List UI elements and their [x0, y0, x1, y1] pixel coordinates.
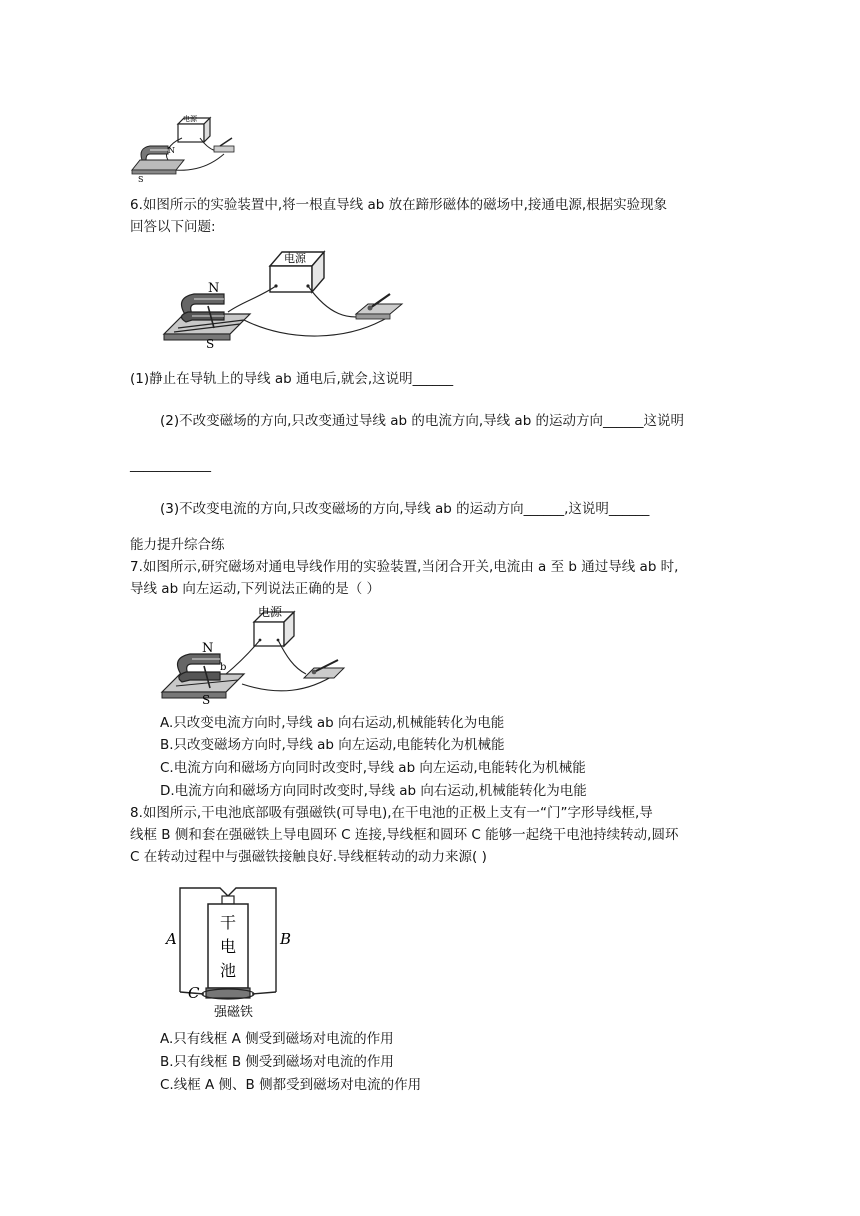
q6-part2: (2)不改变磁场的方向,只改变通过导线 ab 的电流方向,导线 ab 的运动方向______这说明 [160, 413, 685, 429]
q8-stem-line2: 线框 B 侧和套在强磁铁上导电圆环 C 连接,导线框和圆环 C 能够一起绕干电池持续转动,圆环 [130, 827, 679, 843]
top-apparatus-figure [128, 108, 248, 184]
battery-char-2: 电 [220, 937, 237, 956]
q8-option-c: C.线框 A 侧、B 侧都受到磁场对电流的作用 [160, 1077, 422, 1093]
q6-part3: (3)不改变电流的方向,只改变磁场的方向,导线 ab 的运动方向______,这说明______ [160, 501, 650, 517]
frame-b-label: B [280, 930, 292, 948]
q7-apparatus-figure [158, 604, 356, 704]
q7-stem-line2: 导线 ab 向左运动,下列说法正确的是（ ） [130, 581, 381, 597]
q6-power-label: 电源 [284, 252, 306, 265]
q6-n-label: N [208, 281, 220, 296]
q8-option-a: A.只有线框 A 侧受到磁场对电流的作用 [160, 1031, 394, 1047]
battery-char-3: 池 [220, 961, 237, 980]
top-power-label: 电源 [183, 115, 197, 123]
section-title: 能力提升综合练 [130, 537, 225, 553]
battery-char-1: 干 [220, 913, 237, 932]
q8-option-b: B.只有线框 B 侧受到磁场对电流的作用 [160, 1054, 394, 1070]
q6-part1: (1)静止在导轨上的导线 ab 通电后,就会,这说明______ [130, 371, 454, 387]
top-n-label: N [168, 146, 175, 155]
q7-option-d: D.电流方向和磁场方向同时改变时,导线 ab 向右运动,机械能转化为电能 [160, 783, 587, 799]
q8-stem-line1: 8.如图所示,干电池底部吸有强磁铁(可导电),在干电池的正极上支有一“门”字形导线框,导 [130, 805, 653, 821]
q7-stem-line1: 7.如图所示,研究磁场对通电导线作用的实验装置,当闭合开关,电流由 a 至 b 通过导线 ab 时, [130, 559, 679, 575]
q6-apparatus-figure [158, 242, 416, 350]
q7-s-label: S [202, 693, 211, 704]
q6-s-label: S [206, 337, 215, 350]
q7-option-a: A.只改变电流方向时,导线 ab 向右运动,机械能转化为电能 [160, 715, 505, 731]
q8-stem-line3: C 在转动过程中与强磁铁接触良好.导线框转动的动力来源( ) [130, 849, 487, 865]
q7-n-label: N [202, 641, 214, 656]
q7-power-label: 电源 [258, 605, 283, 619]
frame-a-label: A [166, 930, 177, 948]
q6-part2-blank: ____________ [130, 457, 211, 473]
q7-b-label: b [220, 662, 227, 673]
q6-stem-line2: 回答以下问题: [130, 219, 216, 235]
top-s-label: S [138, 175, 144, 184]
ring-c-label: C [188, 984, 200, 1002]
q8-battery-figure [164, 882, 304, 1022]
q7-option-b: B.只改变磁场方向时,导线 ab 向左运动,电能转化为机械能 [160, 737, 505, 753]
q6-stem-line1: 6.如图所示的实验装置中,将一根直导线 ab 放在蹄形磁体的磁场中,接通电源,根据实验现象 [130, 197, 668, 213]
magnet-label: 强磁铁 [214, 1005, 254, 1020]
q7-option-c: C.电流方向和磁场方向同时改变时,导线 ab 向左运动,电能转化为机械能 [160, 760, 586, 776]
